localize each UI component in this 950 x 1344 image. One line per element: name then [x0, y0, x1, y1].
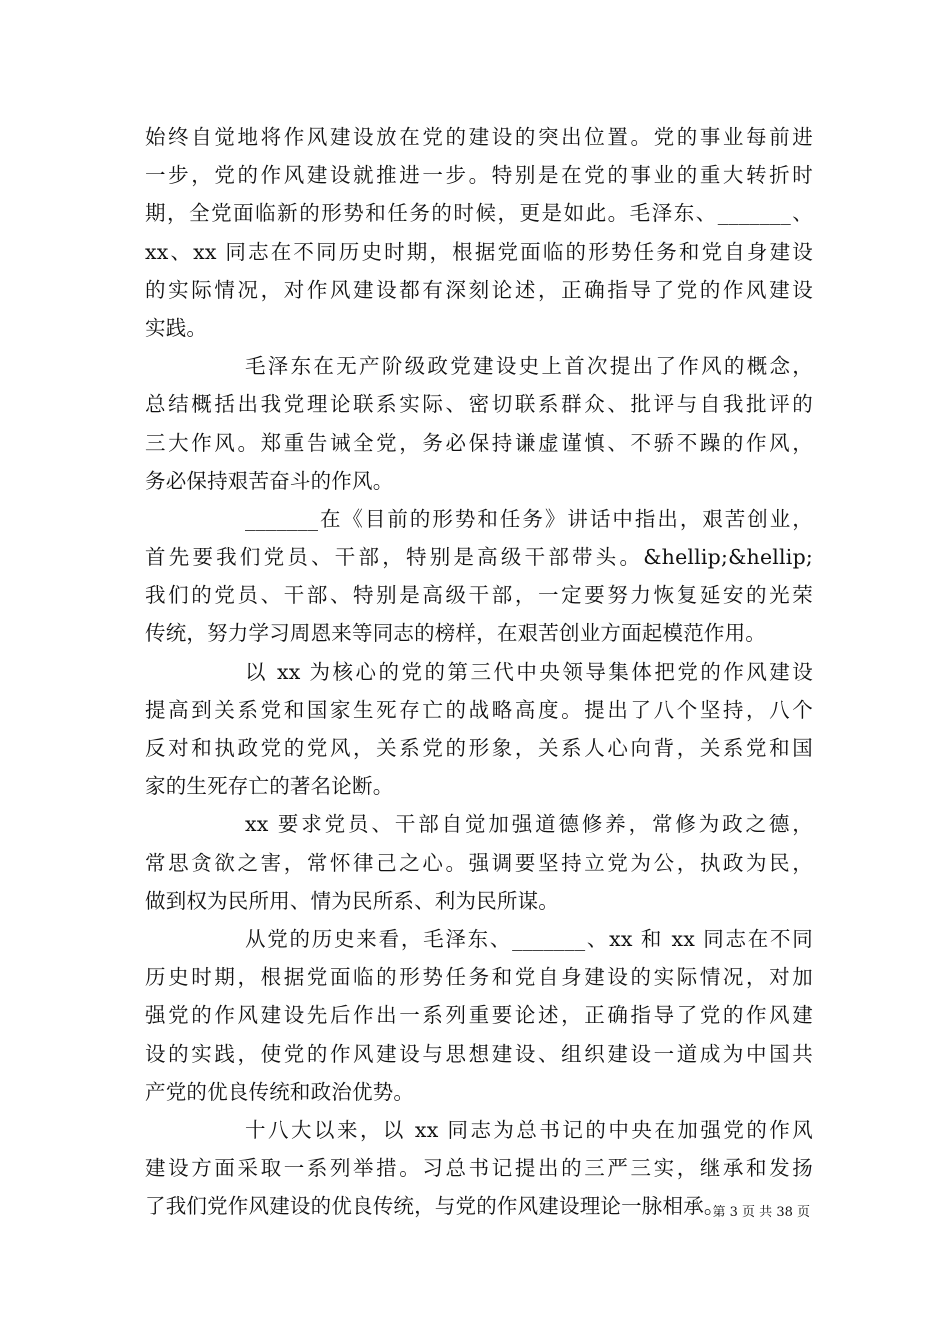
- text-line: xx 要求党员、干部自觉加强道德修养，常修为政之德，: [245, 812, 813, 837]
- text-line: 产党的优良传统和政治优势。: [145, 1079, 415, 1104]
- text-line: 从党的历史来看，毛泽东、_______、xx 和 xx 同志在不同: [245, 926, 813, 951]
- text-line: 务必保持艰苦奋斗的作风。: [145, 468, 394, 493]
- text-line: 三大作风。郑重告诫全党，务必保持谦虚谨慎、不骄不躁的作风，: [145, 430, 813, 455]
- text-line: 历史时期，根据党面临的形势任务和党自身建设的实际情况，对加: [145, 965, 813, 990]
- paragraph-4: [145, 653, 813, 806]
- text-line: 常思贪欲之害，常怀律己之心。强调要坚持立党为公，执政为民，: [145, 850, 813, 875]
- text-line: 期，全党面临新的形势和任务的时候，更是如此。毛泽东、_______、: [145, 201, 813, 226]
- text-line: 传统，努力学习周恩来等同志的榜样，在艰苦创业方面起模范作用。: [145, 621, 766, 646]
- text-line: 实践。: [145, 315, 208, 340]
- page-number-footer: 第 3 页 共 38 页: [712, 1205, 810, 1220]
- text-line: 十八大以来，以 xx 同志为总书记的中央在加强党的作风: [245, 1117, 813, 1142]
- text-line: 一步，党的作风建设就推进一步。特别是在党的事业的重大转折时: [145, 163, 813, 188]
- text-line: _______在《目前的形势和任务》讲话中指出，艰苦创业，: [245, 506, 813, 531]
- text-line: 做到权为民所用、情为民所系、利为民所谋。: [145, 888, 559, 913]
- text-line: 设的实践，使党的作风建设与思想建设、组织建设一道成为中国共: [145, 1041, 813, 1066]
- text-line: 了我们党作风建设的优良传统，与党的作风建设理论一脉相承。: [145, 1194, 725, 1219]
- text-line: 的实际情况，对作风建设都有深刻论述，正确指导了党的作风建设: [145, 277, 813, 302]
- paragraph-2: [145, 347, 813, 500]
- document-body: [145, 118, 813, 1225]
- text-line: 家的生死存亡的著名论断。: [145, 774, 394, 799]
- text-line: xx、xx 同志在不同历史时期，根据党面临的形势任务和党自身建设: [145, 239, 813, 264]
- paragraph-6: [145, 920, 813, 1111]
- text-line: 以 xx 为核心的党的第三代中央领导集体把党的作风建设: [245, 659, 813, 684]
- text-line: 提高到关系党和国家生死存亡的战略高度。提出了八个坚持，八个: [145, 697, 813, 722]
- paragraph-3: [145, 500, 813, 653]
- text-line: 毛泽东在无产阶级政党建设史上首次提出了作风的概念，: [245, 354, 813, 379]
- text-line: 始终自觉地将作风建设放在党的建设的突出位置。党的事业每前进: [145, 125, 813, 149]
- text-line: 我们的党员、干部、特别是高级干部，一定要努力恢复延安的光荣: [145, 583, 813, 608]
- text-line: 首先要我们党员、干部，特别是高级干部带头。&hellip;&hellip;: [145, 545, 813, 570]
- text-line: 建设方面采取一系列举措。习总书记提出的三严三实，继承和发扬: [145, 1156, 813, 1181]
- paragraph-1: [145, 118, 813, 347]
- text-line: 强党的作风建设先后作出一系列重要论述，正确指导了党的作风建: [145, 1003, 813, 1028]
- text-line: 反对和执政党的党风，关系党的形象，关系人心向背，关系党和国: [145, 736, 813, 760]
- text-line: 总结概括出我党理论联系实际、密切联系群众、批评与自我批评的: [145, 392, 813, 417]
- paragraph-5: [145, 805, 813, 920]
